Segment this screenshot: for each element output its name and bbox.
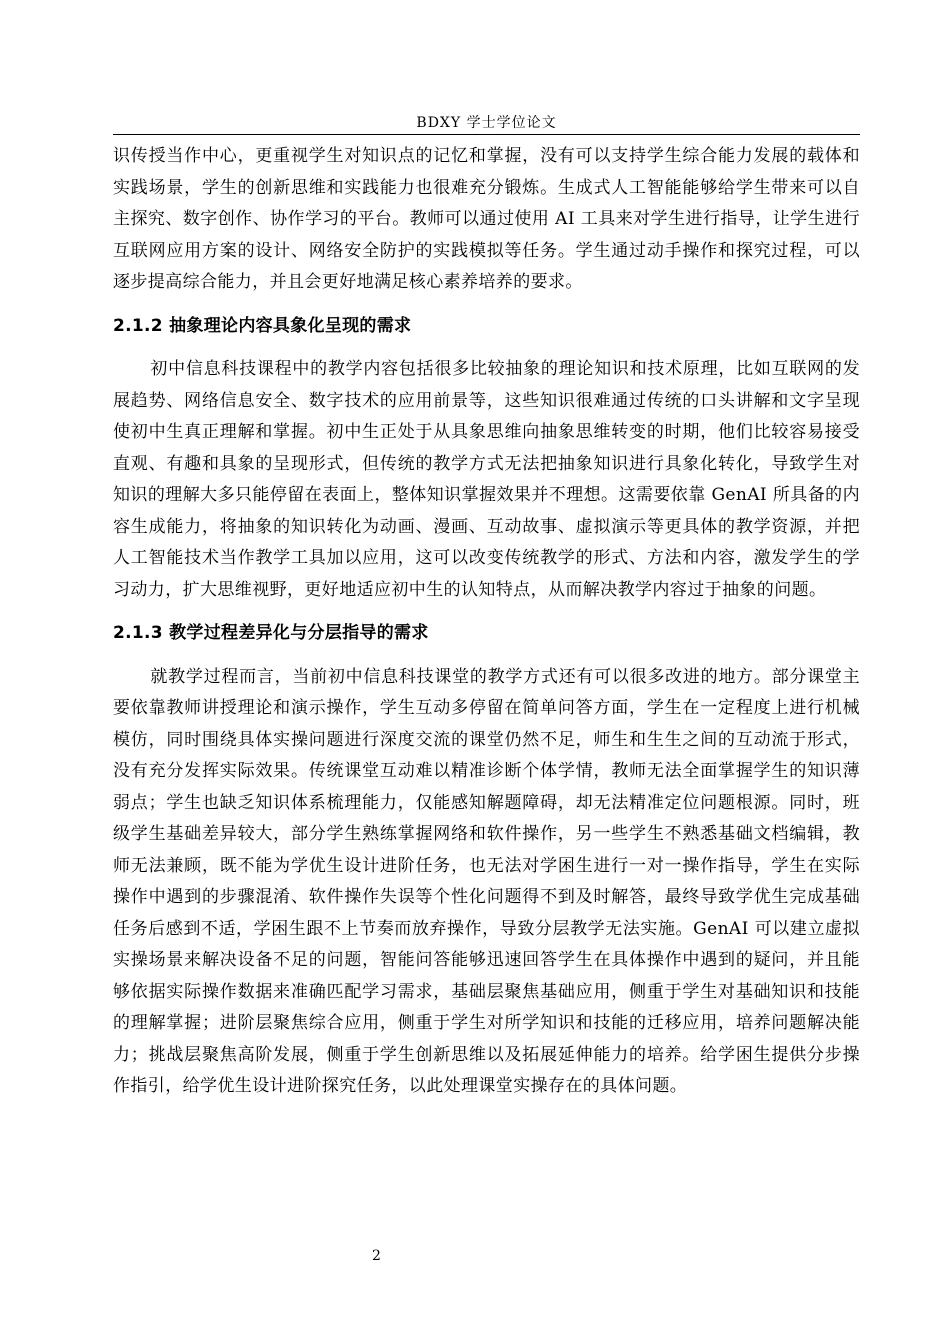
running-header: BDXY 学士学位论文	[416, 115, 557, 131]
header-rule	[113, 134, 860, 135]
page-number: 2	[372, 1248, 381, 1264]
paragraph-continued: 识传授当作中心，更重视学生对知识点的记忆和掌握，没有可以支持学生综合能力发展的载体和实践场景，学生的创新思维和实践能力也很难充分锻炼。生成式人工智能能够给学生带来可以自主探究、数字创作、协作学习的平台。教师可以通过使用 AI 工具来对学生进行指导，让学生进行互联网应用方案的设计、网络安全防护的实践模拟等任务。学生通过动手操作和探究过程，可以逐步提高综合能力，并且会更好地满足核心素养培养的要求。	[113, 146, 860, 292]
section-heading-2-1-2: 2.1.2 抽象理论内容具象化呈现的需求	[113, 315, 412, 336]
paragraph-section-2-1-3: 就教学过程而言，当前初中信息科技课堂的教学方式还有可以很多改进的地方。部分课堂主要依靠教师讲授理论和演示操作，学生互动多停留在简单问答方面，学生在一定程度上进行机械模仿，同时围绕具体实操问题进行深度交流的课堂仍然不足，师生和生生之间的互动流于形式，没有充分发挥实际效果。传统课堂互动难以精准诊断个体学情，教师无法全面掌握学生的知识薄弱点；学生也缺乏知识体系梳理能力，仅能感知解题障碍，却无法精准定位问题根源。同时，班级学生基础差异较大，部分学生熟练掌握网络和软件操作，另一些学生不熟悉基础文档编辑，教师无法兼顾，既不能为学优生设计进阶任务，也无法对学困生进行一对一操作指导，学生在实际操作中遇到的步骤混淆、软件操作失误等个性化问题得不到及时解答，最终导致学优生完成基础任务后感到不适，学困生跟不上节奏而放弃操作，导致分层教学无法实施。GenAI 可以建立虚拟实操场景来解决设备不足的问题，智能问答能够迅速回答学生在具体操作中遇到的疑问，并且能够依据实际操作数据来准确匹配学习需求，基础层聚焦基础应用，侧重于学生对基础知识和技能的理解掌握；进阶层聚焦综合应用，侧重于学生对所学知识和技能的迁移应用，培养问题解决能力；挑战层聚焦高阶发展，侧重于学生创新思维以及拓展延伸能力的培养。给学困生提供分步操作指引，给学优生设计进阶探究任务，以此处理课堂实操存在的具体问题。	[113, 666, 860, 1096]
section-heading-2-1-3: 2.1.3 教学过程差异化与分层指导的需求	[113, 623, 429, 643]
page-body	[113, 141, 860, 1103]
paragraph-section-2-1-2: 初中信息科技课程中的教学内容包括很多比较抽象的理论知识和技术原理，比如互联网的发展趋势、网络信息安全、数字技术的应用前景等，这些知识很难通过传统的口头讲解和文字呈现使初中生真正理解和掌握。初中生正处于从具象思维向抽象思维转变的时期，他们比较容易接受直观、有趣和具象的呈现形式，但传统的教学方式无法把抽象知识进行具象化转化，导致学生对知识的理解大多只能停留在表面上，整体知识掌握效果并不理想。这需要依靠 GenAI 所具备的内容生成能力，将抽象的知识转化为动画、漫画、互动故事、虚拟演示等更具体的教学资源，并把人工智能技术当作教学工具加以应用，这可以改变传统教学的形式、方法和内容，激发学生的学习动力，扩大思维视野，更好地适应初中生的认知特点，从而解决教学内容过于抽象的问题。	[113, 359, 860, 600]
